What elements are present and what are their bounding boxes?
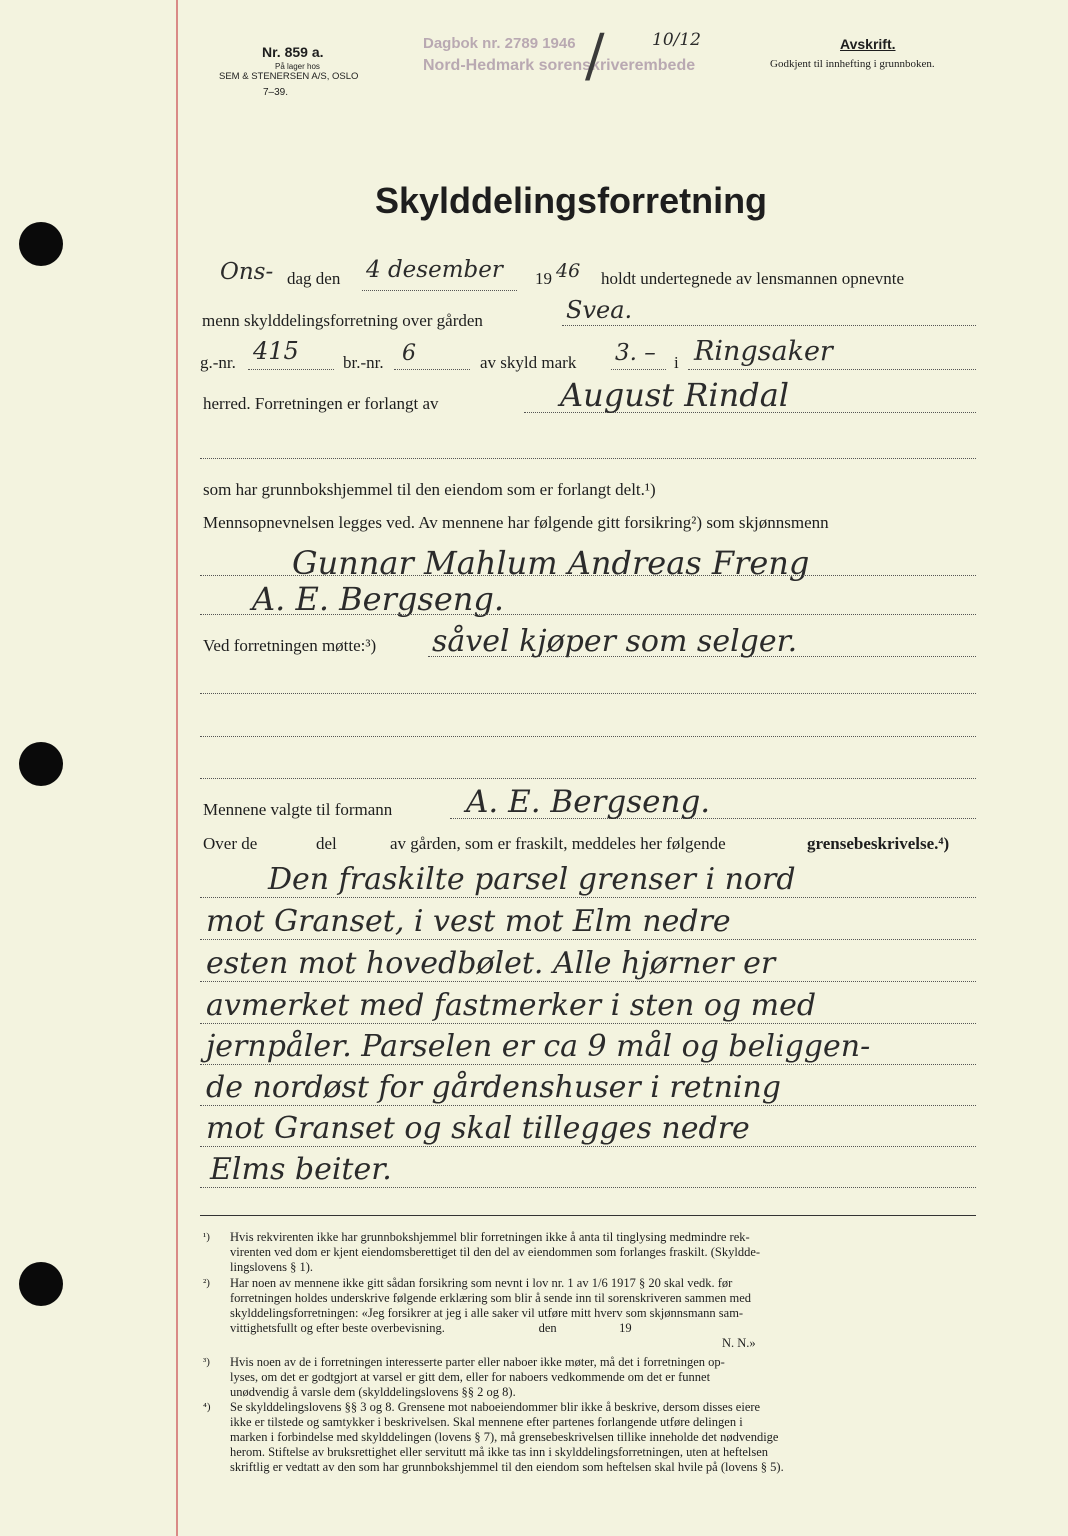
footnote-line: lyses, om det er godtgjort at varsel er gitt dem, eller for naboers vedkommende om det er funnet [230, 1370, 711, 1384]
description-line: mot Granset, i vest mot Elm nedre [206, 904, 731, 939]
over-de: Over de [203, 834, 258, 853]
description-line: de nordøst for gårdenshuser i retning [206, 1070, 782, 1105]
footnote-line: virenten ved dom er kjent eiendomsberettiget til den del av eiendommen som forlanges fraskilt. (Skyldde- [230, 1245, 761, 1259]
footnote-1 [230, 1230, 760, 1275]
footnote-4 [230, 1400, 784, 1475]
publisher-line1: På lager hos [275, 62, 320, 71]
document-title: Skylddelingsforretning [375, 180, 768, 221]
form-number: Nr. 859 a. [262, 44, 324, 60]
footnote-line: Se skylddelingslovens §§ 3 og 8. Grensene mot naboeiendommer blir ikke å beskrive, dersom disses eiere [230, 1400, 761, 1414]
footnote-line: lingslovens § 1). [230, 1260, 313, 1274]
footnote-2-sign: N. N.» [722, 1336, 756, 1350]
bnr-label: br.-nr. [343, 353, 384, 372]
mote-label: Ved forretningen møtte:³) [203, 636, 377, 655]
description-line: Den fraskilte parsel grenser i nord [268, 862, 796, 897]
date-value: 4 desember [366, 257, 503, 283]
footnote-line: Hvis noen av de i forretningen interesserte parter eller naboer ikke møter, må det i forretningen op- [230, 1355, 725, 1369]
footnote-line: skriftlig er vedtatt av den som har grunnbokshjemmel til den eiendom som heftelsen skal hvile på (lovens § 5). [230, 1460, 784, 1474]
gnr-value: 415 [253, 337, 299, 365]
men-line2: A. E. Bergseng. [252, 580, 505, 618]
stamp-date: 10/12 [652, 30, 701, 50]
footnote-line: herom. Stiftelse av bruksrettighet eller servitutt må ikke tas inn i skylddelingsforretningen, uten at heftelsen [230, 1445, 769, 1459]
municipality-value: Ringsaker [694, 336, 833, 367]
footnote-line: ikke er tilstede og samtykker i beskrivelsen. Skal mennene efter partenes forlangende utføre delingen i [230, 1415, 743, 1429]
footnote-line: marken i forbindelse med skylddelingen (lovens § 7), må grensebeskrivelsen tillike inneholde det nødvendige [230, 1430, 779, 1444]
footnote-line: Har noen av mennene ikke gitt sådan forsikring som nevnt i lov nr. 1 av 1/6 1917 § 20 skal vedk. før [230, 1276, 733, 1290]
footnote-1-marker: ¹) [203, 1231, 210, 1243]
gnr-label: g.-nr. [200, 353, 236, 372]
description-line: esten mot hovedbølet. Alle hjørner er [206, 946, 776, 981]
punch-hole [19, 222, 63, 266]
farm-value: Svea. [566, 296, 633, 324]
mote-value: såvel kjøper som selger. [432, 624, 798, 659]
footnote-2 [230, 1276, 751, 1336]
year-value: 46 [556, 260, 581, 282]
footnote-line: Hvis rekvirenten ikke har grunnbokshjemmel blir forretningen ikke å anta til tinglysing medmindre rek- [230, 1230, 750, 1244]
description-line: avmerket med fastmerker i sten og med [206, 988, 817, 1023]
day-value: Ons- [220, 259, 274, 285]
line2-label: menn skylddelingsforretning over gården [202, 311, 483, 330]
i-label: i [674, 353, 679, 372]
bnr-value: 6 [402, 341, 416, 366]
skyld-label: av skyld mark [480, 353, 577, 372]
footnote-line: forretningen holdes underskrive følgende erklæring som blir å sende inn til sorenskriveren sammen med [230, 1291, 752, 1305]
footnote-2-marker: ²) [203, 1277, 210, 1289]
footnote-4-marker: ⁴) [203, 1401, 211, 1413]
description-line: jernpåler. Parselen er ca 9 mål og beliggen- [206, 1029, 871, 1064]
court-stamp: Nord-Hedmark sorenskriverembede [423, 57, 696, 74]
footnote-line: vittighetsfullt og efter beste overbevisning. den 19 [230, 1321, 632, 1335]
punch-hole [19, 1262, 63, 1306]
journal-stamp: Dagbok nr. 2789 1946 [423, 35, 576, 52]
hjemmel-text: som har grunnbokshjemmel til den eiendom som er forlangt delt.¹) [203, 480, 656, 499]
punch-hole [19, 742, 63, 786]
av-garden: av gården, som er fraskilt, meddeles her følgende [390, 834, 726, 853]
line1-suffix: holdt undertegnede av lensmannen opnevnte [601, 269, 905, 288]
grense-label: grensebeskrivelse.⁴) [807, 834, 950, 853]
footnote-line: skylddelingsforretningen: «Jeg forsikrer at jeg i alle saker vil utføre mitt hverv som skjønnsmann sam- [230, 1306, 744, 1320]
check-mark: / [585, 21, 605, 89]
requester-value: August Rindal [560, 376, 789, 414]
day-label: dag den [287, 269, 341, 288]
mennsop-text: Mennsopnevnelsen legges ved. Av mennene har følgende gitt forsikring²) som skjønnsmenn [203, 513, 829, 532]
formann-value: A. E. Bergseng. [466, 784, 711, 820]
footnote-3-marker: ³) [203, 1356, 210, 1368]
description-line: mot Granset og skal tillegges nedre [206, 1111, 750, 1146]
margin-line [176, 0, 178, 1536]
year-prefix: 19 [535, 269, 552, 288]
formann-label: Mennene valgte til formann [203, 800, 393, 819]
herred-label: herred. Forretningen er forlangt av [203, 394, 439, 413]
copy-subtitle: Godkjent til innhefting i grunnboken. [770, 58, 935, 70]
description-line: Elms beiter. [210, 1152, 392, 1187]
skyld-value: 3. – [615, 340, 656, 366]
del-label: del [316, 834, 337, 853]
footnote-3 [230, 1355, 725, 1400]
publisher-line3: 7–39. [263, 87, 289, 98]
publisher-line2: SEM & STENERSEN A/S, OSLO [219, 71, 359, 82]
footnote-line: unødvendig å varsle dem (skylddelingslovens §§ 2 og 8). [230, 1385, 516, 1399]
copy-label: Avskrift. [840, 36, 896, 52]
men-line1: Gunnar Mahlum Andreas Freng [292, 544, 810, 582]
